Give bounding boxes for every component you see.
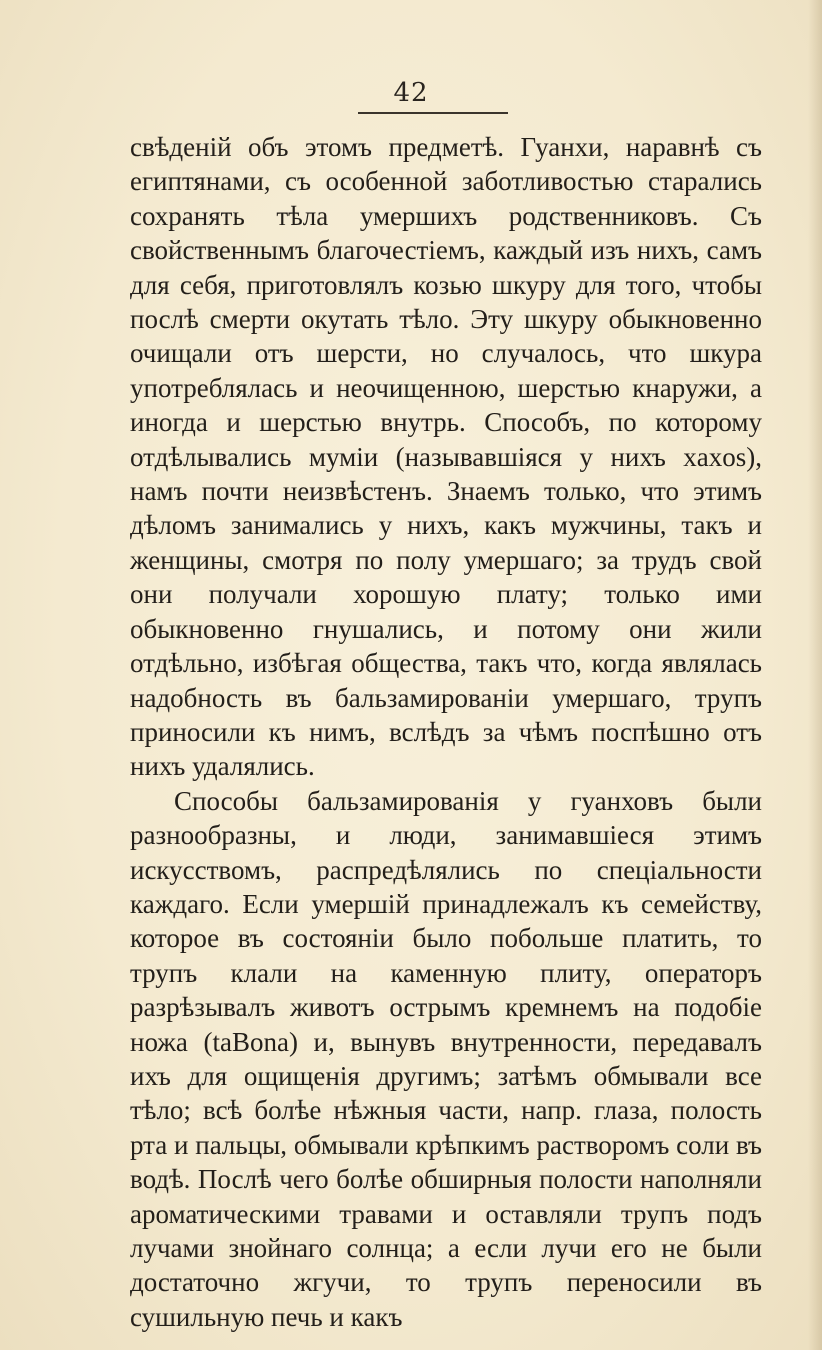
paragraph-1: свѣденій объ этомъ предметѣ. Гуанхи, наравнѣ съ египтянами, съ особенной заботливостью старались сохранять тѣла умершихъ родственниковъ. Съ свойственнымъ благочестіемъ, каждый изъ нихъ, самъ для себя, приготовлялъ козью шкуру для того, чтобы послѣ смерти окутать тѣло. Эту шкуру обыкновенно очищали отъ шерсти, но случалось, что шкура употреблялась и неочищенною, шерстью кнаружи, а иногда и шерстью внутрь. Способъ, по которому отдѣлывались муміи (называвшіяся у нихъ xaxos), намъ почти неизвѣстенъ. Знаемъ только, что этимъ дѣломъ занимались у нихъ, какъ мужчины, такъ и женщины, смотря по полу умершаго; за трудъ свой они получали хорошую плату; только ими обыкновенно гнушались, и потому они жили отдѣльно, избѣгая общества, такъ что, когда являлась надобность въ бальзамированіи умершаго, трупъ приносили къ нимъ, вслѣдъ за чѣмъ поспѣшно отъ нихъ удалялись. [130, 132, 762, 782]
header-rule [358, 112, 508, 114]
page-edge-shadow [808, 0, 822, 1350]
page-number: 42 [393, 78, 429, 108]
body-text [130, 130, 762, 1334]
paragraph-2: Способы бальзамированія у гуанховъ были разнообразны, и люди, занимавшіеся этимъ искусствомъ, распредѣлялись по спеціальности каждаго. Если умершій принадлежалъ къ семейству, которое въ состояніи было побольше платить, то трупъ клали на каменную плиту, операторъ разрѣзывалъ животъ острымъ кремнемъ на подобіе ножа (taВona) и, вынувъ внутренности, передавалъ ихъ для ощищенія другимъ; затѣмъ обмывали все тѣло; всѣ болѣе нѣжныя части, напр. глаза, полость рта и пальцы, обмывали крѣпкимъ растворомъ соли въ водѣ. Послѣ чего болѣе обширныя полости наполняли ароматическими травами и оставляли трупъ подъ лучами знойнаго солнца; а если лучи его не были достаточно жгучи, то трупъ переносили въ сушильную печь и какъ [130, 785, 762, 1332]
